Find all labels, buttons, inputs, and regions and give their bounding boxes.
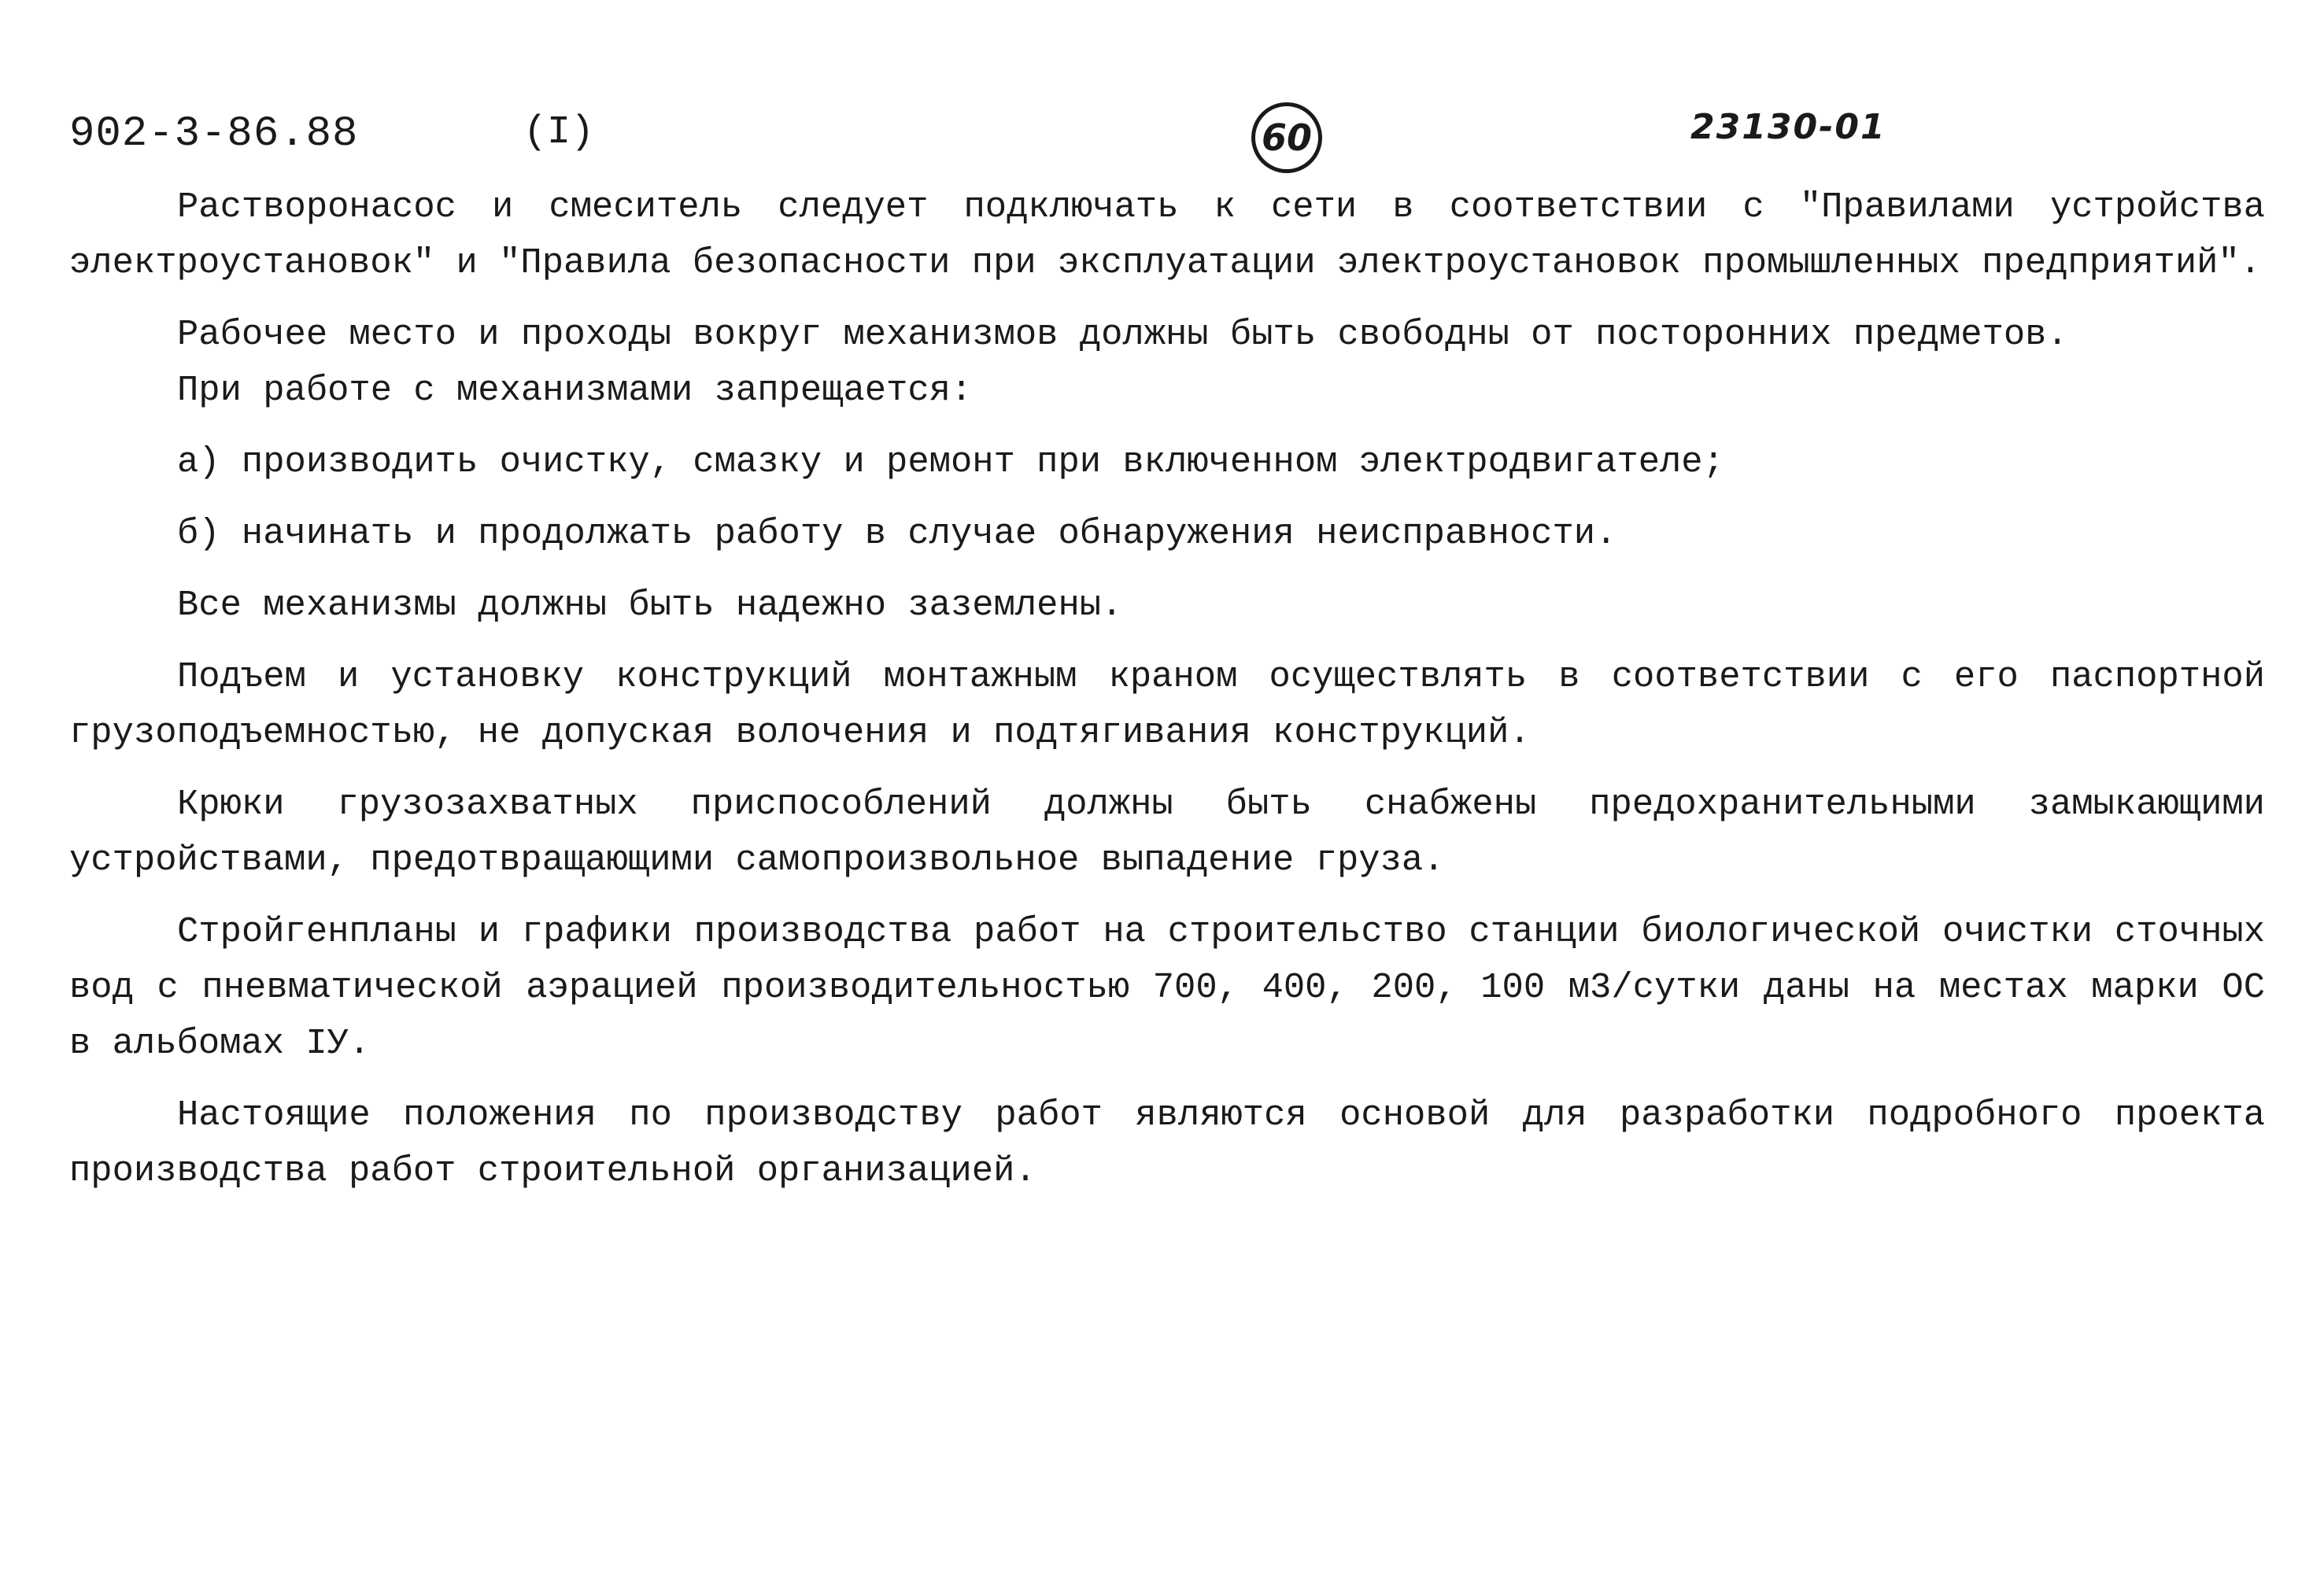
paragraph-electrical-connection: Растворонасос и смеситель следует подключать к сети в соответствии с "Правилами устройства электроустановок" и "Правила безопасности при эксплуатации электроустановок промышленных предприятий". xyxy=(69,186,2265,283)
paragraph-hooks: Крюки грузозахватных приспособлений должны быть снабжены предохранительными замыкающими устройствами, предотвращающими самопроизвольное выпадение груза. xyxy=(69,784,2265,880)
list-item-a: а) производить очистку, смазку и ремонт при включенном электродвигателе; xyxy=(177,441,1724,482)
document-code: 902-3-86.88 xyxy=(69,110,359,158)
paragraph-prohibitions-intro: При работе с механизмами запрещается: xyxy=(177,370,973,411)
document-body xyxy=(69,179,2265,1215)
page-header xyxy=(0,102,2324,189)
paragraph-crane-lifting: Подъем и установку конструкций монтажным краном осуществлять в соответствии с его паспортной грузоподъемностью, не допуская волочения и подтягивания конструкций. xyxy=(69,656,2265,753)
list-item-b: б) начинать и продолжать работу в случае обнаружения неисправности. xyxy=(177,513,1617,554)
inventory-number: 23130-01 xyxy=(1690,107,1886,147)
paragraph-conclusion: Настоящие положения по производству работ являются основой для разработки подробного проекта производства работ строительной организацией. xyxy=(69,1095,2265,1191)
paragraph-site-plans: Стройгенпланы и графики производства работ на строительство станции биологической очистки сточных вод с пневматической аэрацией производительностью 700, 400, 200, 100 м3/сутки даны на местах марки ОС в альбомах IУ. xyxy=(69,911,2265,1064)
volume-number: (I) xyxy=(523,110,595,155)
paragraph-grounding: Все механизмы должны быть надежно заземлены. xyxy=(177,585,1123,626)
paragraph-workplace: Рабочее место и проходы вокруг механизмов должны быть свободны от посторонних предметов. xyxy=(177,314,2068,355)
page-number-stamp: 60 xyxy=(1251,102,1322,173)
